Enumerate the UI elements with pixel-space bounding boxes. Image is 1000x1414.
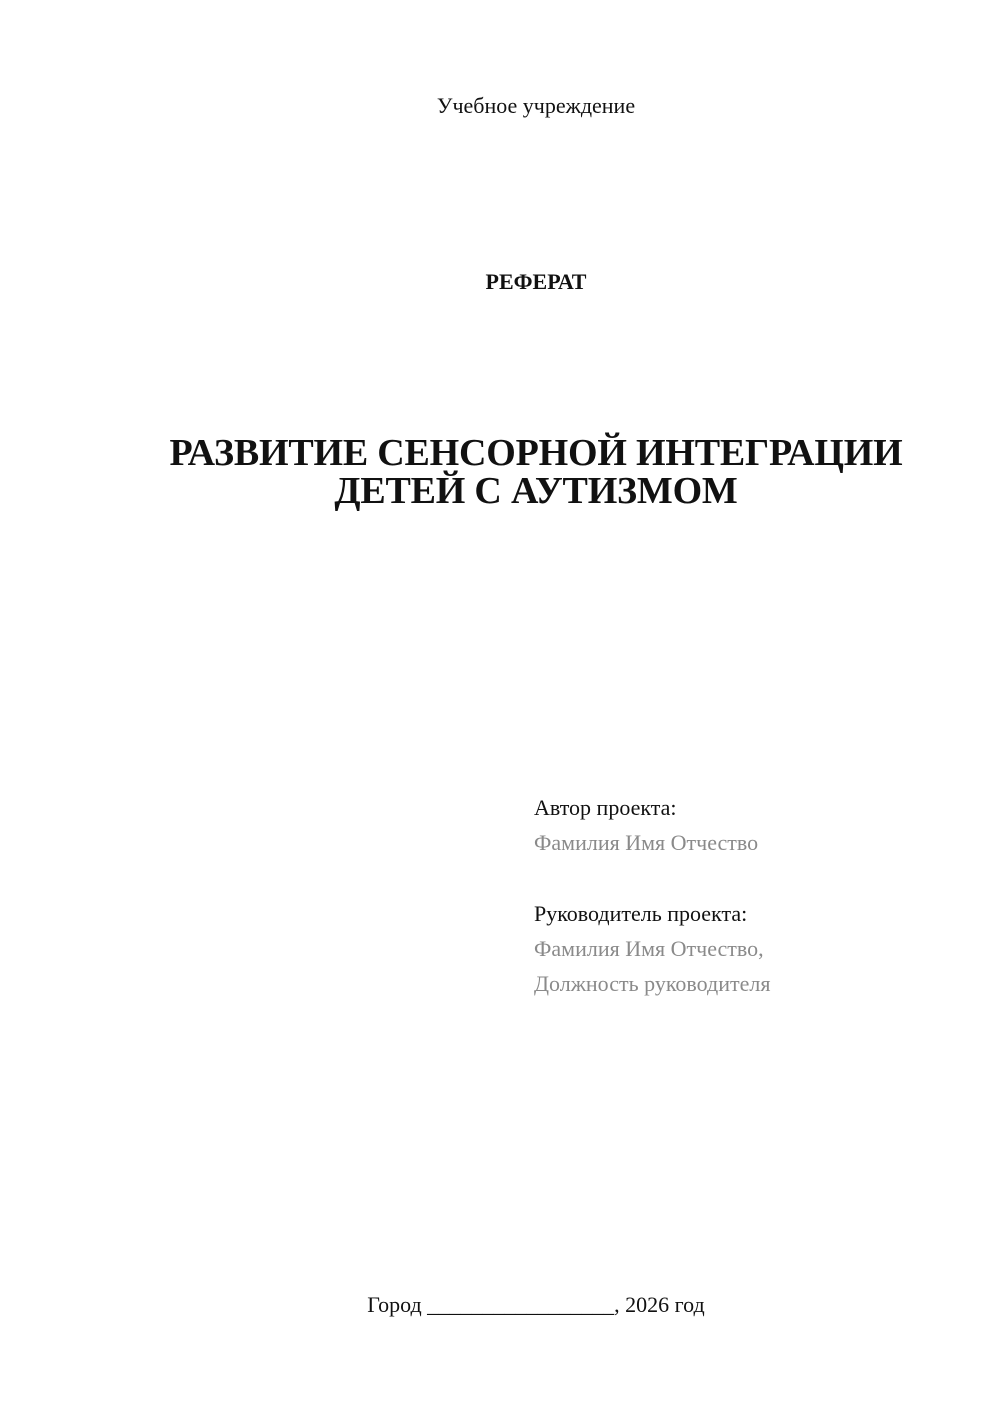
city-year-line: Город _________________, 2026 год xyxy=(367,1292,705,1317)
institution-name: Учебное учреждение xyxy=(436,93,636,118)
document-title xyxy=(0,434,1000,510)
author-label: Автор проекта: xyxy=(534,795,677,820)
project-info-block xyxy=(534,790,974,1001)
title-line-1: РАЗВИТИЕ СЕНСОРНОЙ ИНТЕГРАЦИИ xyxy=(169,432,903,474)
document-type: РЕФЕРАТ xyxy=(485,269,587,294)
author-name: Фамилия Имя Отчество xyxy=(534,830,759,855)
info-spacer xyxy=(534,860,974,896)
supervisor-label: Руководитель проекта: xyxy=(534,901,748,926)
supervisor-position: Должность руководителя xyxy=(534,971,771,996)
title-line-2: ДЕТЕЙ С АУТИЗМОМ xyxy=(334,470,738,512)
supervisor-name: Фамилия Имя Отчество, xyxy=(534,936,764,961)
